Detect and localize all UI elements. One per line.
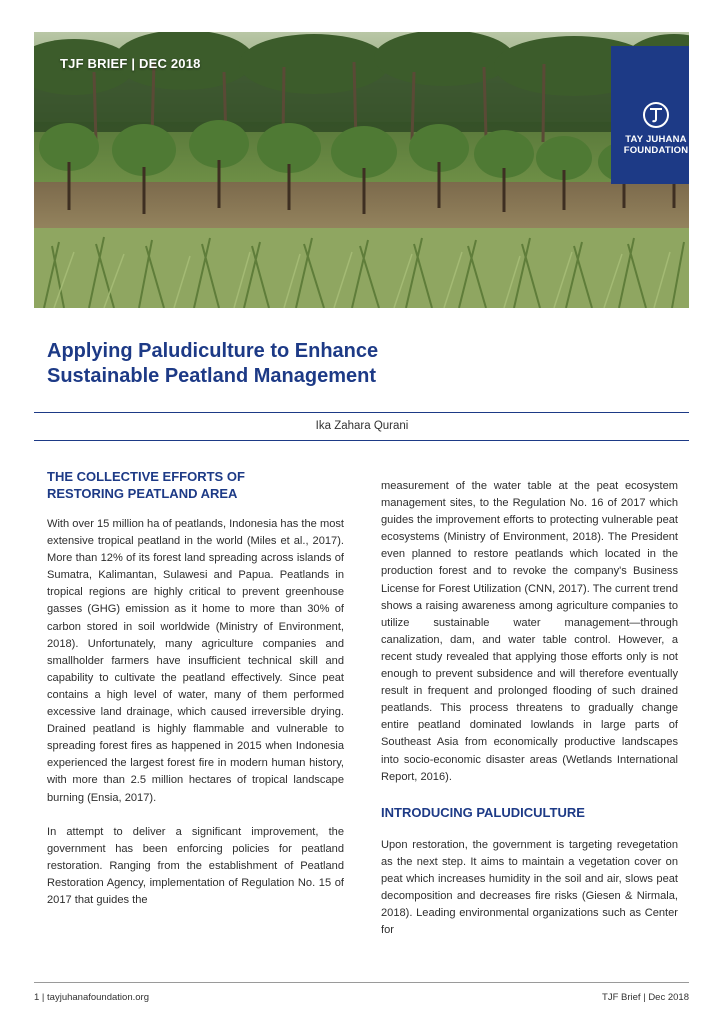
heading-line-2: RESTORING PEATLAND AREA bbox=[47, 486, 238, 501]
logo-line-1: TAY JUHANA bbox=[625, 134, 687, 145]
author-name: Ika Zahara Qurani bbox=[315, 420, 409, 432]
heading-line-1: THE COLLECTIVE EFFORTS OF bbox=[47, 469, 245, 484]
footer-page-url: 1 | tayjuhanafoundation.org bbox=[34, 992, 149, 1003]
section-heading-collective-efforts bbox=[47, 468, 344, 502]
brief-tag: TJF BRIEF | DEC 2018 bbox=[60, 56, 201, 71]
title-rule-bottom bbox=[34, 440, 689, 441]
body-paragraph: In attempt to deliver a significant improvement, the government has been enforcing policies for peatland restoration. Ranging from the establishment of Peatland Restoration Agency, implementation of Regulation No. 15 of 2017 that guides the bbox=[47, 825, 344, 906]
footer-brief-date: TJF Brief | Dec 2018 bbox=[602, 992, 689, 1003]
hero-photo bbox=[34, 32, 689, 308]
tj-monogram-icon bbox=[643, 102, 669, 128]
section-heading-paludiculture: INTRODUCING PALUDICULTURE bbox=[381, 804, 585, 820]
logo-line-2: FOUNDATION bbox=[623, 145, 689, 156]
plantation-scene-image bbox=[34, 32, 689, 308]
title-line-1: Applying Paludiculture to Enhance bbox=[47, 340, 379, 362]
title-line-2: Sustainable Peatland Management bbox=[47, 365, 376, 387]
title-rule-top bbox=[34, 412, 689, 413]
right-column bbox=[381, 478, 678, 939]
footer-rule bbox=[34, 982, 689, 983]
foundation-logo bbox=[611, 46, 689, 184]
body-paragraph: With over 15 million ha of peatlands, Indonesia has the most extensive tropical peatland in the world (Miles et al., 2017). More than 12% of its forest land spreading across islands of Sumatra, Kalimantan, Sulawesi and Papua. Peatlands in tropical regions are highly critical to prevent greenhouse gasses (GHG) emission as it home to more than 30% of carbon stored in soil worldwide (Ministry of Environment, 2018). Unfortunately, many agriculture companies and smallholder farmers have insufficient technical skill and capability to cultivate the peatland effectively. Since peat contains a high level of water, many of them performed excessive land drainage, which caused irreversible drying. Drained peatland is highly flammable and vulnerable to spreading forest fires as happened in 2015 when Indonesia experienced the largest forest fire in modern human history, with more than 2.5 million hectares of tropical landscape burning (Ensia, 2017). bbox=[47, 518, 344, 804]
article-title bbox=[47, 339, 647, 389]
body-paragraph: Upon restoration, the government is targeting revegetation as the next step. It aims to maintain a vegetation cover on peat which increases humidity in the soil and air, slows peat decomposition and decreases fire risks (Giesen & Nirmala, 2018). Leading environmental organizations such as Center for bbox=[381, 838, 678, 937]
body-paragraph: measurement of the water table at the peat ecosystem management sites, to the Regulation No. 16 of 2017 which guides the improvement efforts to protecting vulnerable peat ecosystems (Ministry of Environment, 2018). The President even planned to restore peatlands which located in the production forest and to revoke the company's Business License for Forest Utilization (CNN, 2017). The current trend shows a raising awareness among agriculture companies to utilize sustainable water management—through canalization, dam, and water table control. However, a recent study revealed that applying those efforts only is not enough to prevent subsidence and will therefore eventually result in frequent and prolonged flooding of such drained peatlands. This process threatens to gradually change entire peatland dominated lowlands in large parts of Southeast Asia from economically productive landscapes into socio-economic disaster areas (Wetlands International Report, 2016). bbox=[381, 480, 678, 783]
left-column bbox=[47, 468, 344, 909]
